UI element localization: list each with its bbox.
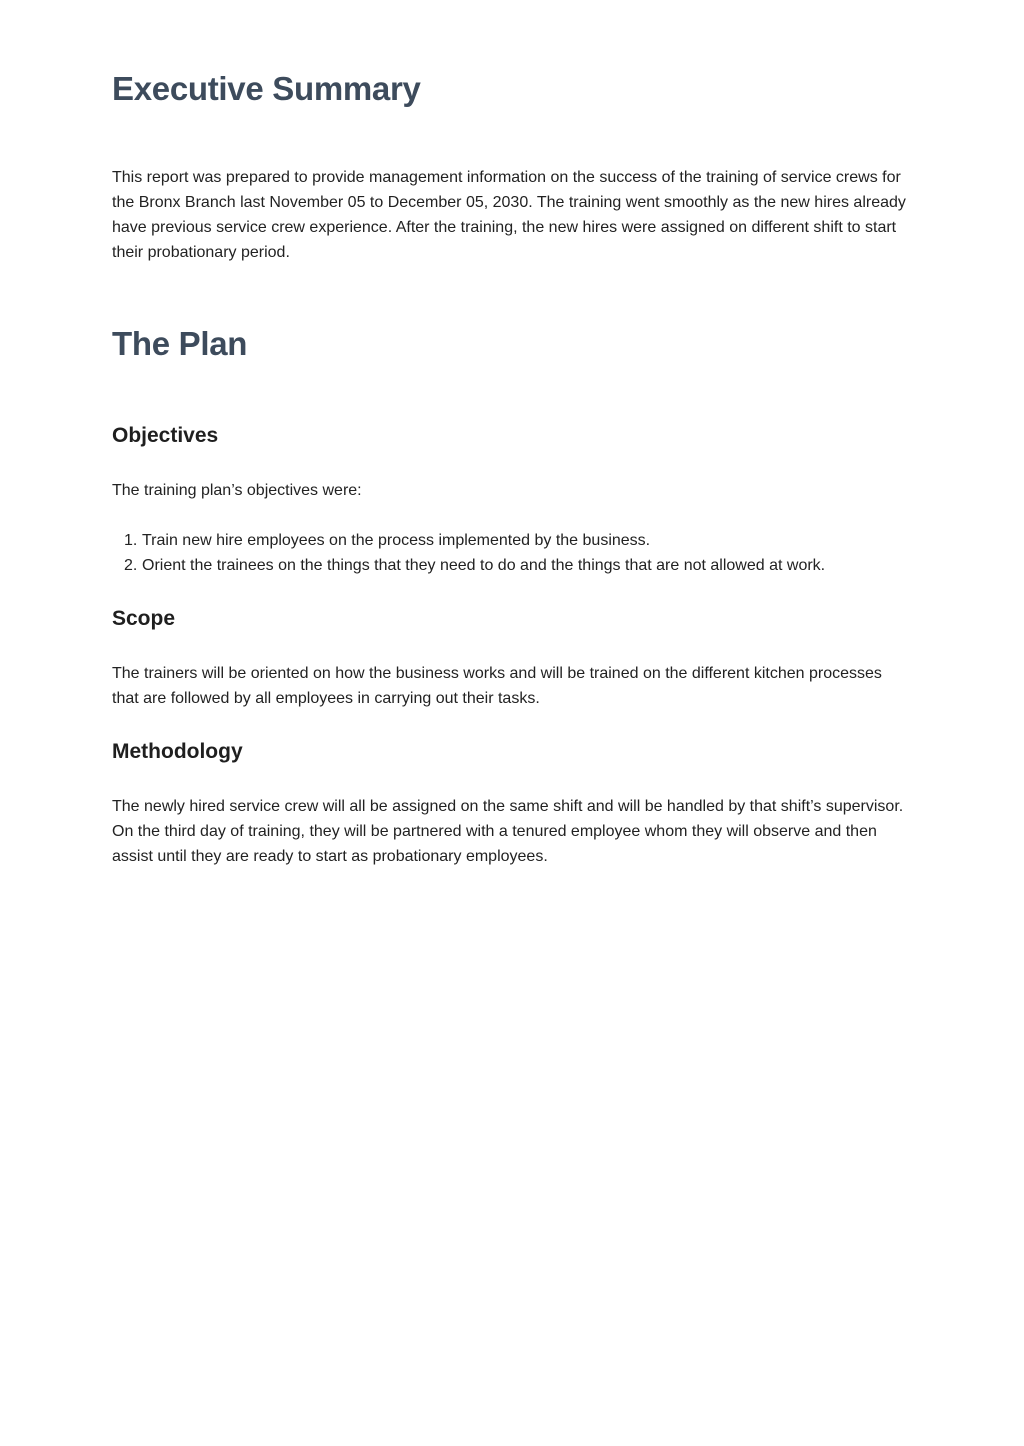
list-item-text: Train new hire employees on the process implemented by the business. [142, 532, 651, 549]
objectives-list-item [112, 553, 825, 578]
methodology-body: The newly hired service crew will all be assigned on the same shift and will be handled by that shift’s supervisor. On the third day of training, they will be partnered with a tenured employee whom they will observe and then assist until they are ready to start as probationary employees. [112, 798, 904, 865]
executive-summary-title: Executive Summary [112, 70, 421, 107]
executive-summary-body: This report was prepared to provide management information on the success of the training of service crews for the Bronx Branch last November 05 to December 05, 2030. The training went smoothly as the new hires already have previous service crew experience. After the training, the new hires were assigned on different shift to start their probationary period. [112, 169, 906, 261]
scope-body: The trainers will be oriented on how the business works and will be trained on the different kitchen processes that are followed by all employees in carrying out their tasks. [112, 665, 882, 707]
list-item-number: 2. [124, 557, 138, 574]
objectives-heading: Objectives [112, 424, 219, 447]
objectives-list [112, 528, 825, 578]
plan-title: The Plan [112, 325, 248, 362]
objectives-list-item [112, 528, 825, 553]
scope-heading: Scope [112, 607, 176, 630]
objectives-intro: The training plan’s objectives were: [112, 482, 362, 499]
list-item-number: 1. [124, 532, 138, 549]
methodology-heading: Methodology [112, 740, 243, 763]
list-item-text: Orient the trainees on the things that they need to do and the things that are not allowed at work. [142, 557, 826, 574]
